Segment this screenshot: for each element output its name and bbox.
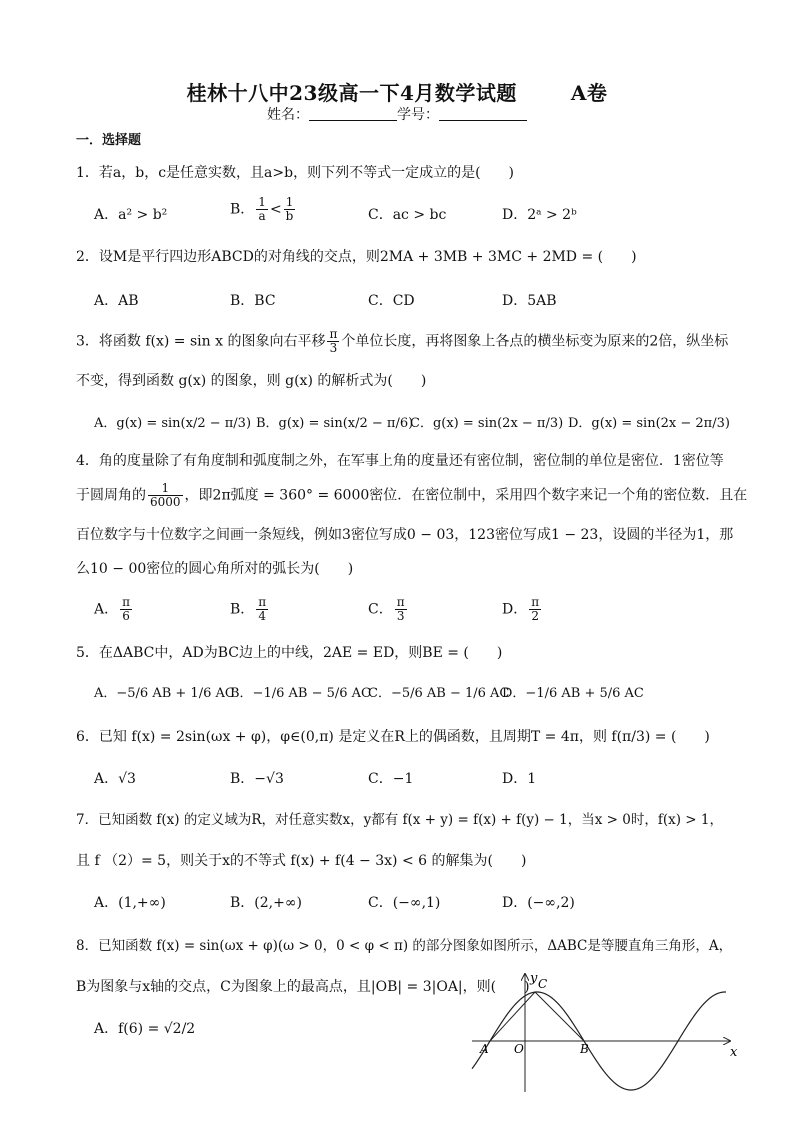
q8-option-a[interactable]: A．f(6) = √2/2 <box>94 1021 196 1037</box>
question-8-line-2: B为图象与x轴的交点，C为图象上的最高点，且|OB| = 3|OA|，则( ) <box>76 979 530 995</box>
q2-option-d[interactable]: D．5AB <box>502 293 557 309</box>
q2-option-b[interactable]: B．BC <box>230 293 276 309</box>
question-2-stem: 2．设M是平行四边形ABCD的对角线的交点，则2MA + 3MB + 3MC + 2MD = ( ) <box>76 249 637 265</box>
name-blank[interactable] <box>309 107 397 121</box>
q3-stem-post: 个单位长度，再将图象上各点的横坐标变为原来的2倍，纵坐标 <box>341 333 729 350</box>
question-7-line-1: 7．已知函数 f(x) 的定义域为R，对任意实数x，y都有 f(x + y) = f(x) + f(y) − 1，当x > 0时，f(x) > 1， <box>76 812 723 828</box>
q4-option-d[interactable]: D． $\frac{\pi}{2}$ <box>502 595 540 623</box>
y-axis-label: y <box>530 971 538 986</box>
q1-option-d[interactable]: D．2ᵃ > 2ᵇ <box>502 207 577 223</box>
question-3-stem <box>76 328 728 355</box>
q2-option-a[interactable]: A．AB <box>94 293 139 309</box>
q7-option-a[interactable]: A．(1,+∞) <box>94 895 166 911</box>
q5-option-a[interactable]: A．−5/6 AB + 1/6 AC <box>94 686 235 701</box>
q3-option-d[interactable]: D．g(x) = sin(2x − 2π/3) <box>568 416 730 431</box>
title-text: 桂林十八中23级高一下4月数学试题 <box>186 81 517 105</box>
question-6-stem: 6．已知 f(x) = 2sin(ωx + φ)，φ∈(0,π) 是定义在R上的偶函数，且周期T = 4π，则 f(π/3) = ( ) <box>76 729 710 745</box>
x-axis-label: x <box>730 1045 738 1060</box>
q6-option-c[interactable]: C．−1 <box>368 771 414 787</box>
q7-option-b[interactable]: B．(2,+∞) <box>230 895 302 911</box>
q5-option-b[interactable]: B．−1/6 AB − 5/6 AC <box>230 686 371 701</box>
question-4-line-4: 么10 − 00密位的圆心角所对的弧长为( ) <box>76 561 354 577</box>
q4-frac: $\frac{1}{6000}$ <box>150 481 181 509</box>
question-5-stem: 5．在ΔABC中，AD为BC边上的中线，2AE = ED，则BE = ( ) <box>76 645 503 661</box>
point-c-label: C <box>538 977 548 991</box>
q4-option-a[interactable]: A． $\frac{\pi}{6}$ <box>94 595 131 623</box>
q4-option-b[interactable]: B． $\frac{\pi}{4}$ <box>230 595 267 623</box>
point-b-label: B <box>580 1042 589 1056</box>
q1-option-a[interactable]: A．a² > b² <box>94 207 168 223</box>
q2-option-c[interactable]: C．CD <box>368 293 415 309</box>
q8-figure <box>468 968 740 1094</box>
q1-option-c[interactable]: C．ac > bc <box>368 207 447 223</box>
q5-option-d[interactable]: D．−1/6 AB + 5/6 AC <box>502 686 644 701</box>
q1-b-frac1: $\frac{1}{a}$ <box>258 195 266 223</box>
question-1-stem: 1．若a，b，c是任意实数，且a>b，则下列不等式一定成立的是( ) <box>76 165 515 181</box>
q1-b-frac2: $\frac{1}{b}$ <box>285 195 294 223</box>
q3-option-a[interactable]: A．g(x) = sin(x/2 − π/3) <box>94 416 252 431</box>
question-7-line-2: 且 f （2）= 5，则关于x的不等式 f(x) + f(4 − 3x) < 6 的解集为( ) <box>76 853 527 869</box>
q7-option-d[interactable]: D．(−∞,2) <box>502 895 575 911</box>
q6-option-a[interactable]: A．√3 <box>94 771 136 787</box>
name-label: 姓名： <box>267 107 309 123</box>
question-4-line-3: 百位数字与十位数字之间画一条短线，例如3密位写成0 − 03，123密位写成1 − 23，设圆的半径为1，那 <box>76 527 734 543</box>
id-label: 学号： <box>397 107 439 123</box>
q4-option-c[interactable]: C． $\frac{\pi}{3}$ <box>368 595 405 623</box>
volume-label: A卷 <box>570 81 608 105</box>
question-3-stem-2: 不变，得到函数 g(x) 的图象，则 g(x) 的解析式为( ) <box>76 373 427 389</box>
id-blank[interactable] <box>439 107 527 121</box>
triangle-abc <box>490 992 584 1041</box>
q7-option-c[interactable]: C．(−∞,1) <box>368 895 441 911</box>
origin-label: O <box>514 1042 524 1056</box>
q1-option-b[interactable]: B． $\frac{1}{a}$ < $\frac{1}{b}$ <box>230 195 294 223</box>
q4-line2-post: ，即2π弧度 = 360° = 6000密位．在密位制中，采用四个数字来记一个角的密位数．且在 <box>184 487 748 504</box>
section-heading: 一．选择题 <box>76 133 142 148</box>
student-info <box>0 104 794 124</box>
q1-b-letter: B． <box>230 201 255 218</box>
q3-option-b[interactable]: B．g(x) = sin(x/2 − π/6) <box>256 416 414 431</box>
q3-stem-pre: 3．将函数 f(x) = sin x 的图象向右平移 <box>76 333 326 350</box>
exam-title <box>0 77 794 106</box>
q6-option-d[interactable]: D．1 <box>502 771 537 787</box>
question-4-line-2 <box>76 482 747 509</box>
q4-line2-pre: 于圆周角的 <box>76 487 146 504</box>
question-4-line-1: 4．角的度量除了有角度制和弧度制之外，在军事上角的度量还有密位制，密位制的单位是密位．1密位等 <box>76 453 724 469</box>
q6-option-b[interactable]: B．−√3 <box>230 771 284 787</box>
q3-frac: $\frac{\pi}{3}$ <box>329 327 338 355</box>
point-a-label: A <box>480 1042 489 1056</box>
question-8-line-1: 8．已知函数 f(x) = sin(ωx + φ)(ω > 0，0 < φ < π) 的部分图象如图所示，ΔABC是等腰直角三角形，A， <box>76 938 733 954</box>
q3-option-c[interactable]: C．g(x) = sin(2x − π/3) <box>410 416 564 431</box>
q5-option-c[interactable]: C．−5/6 AB − 1/6 AC <box>368 686 510 701</box>
